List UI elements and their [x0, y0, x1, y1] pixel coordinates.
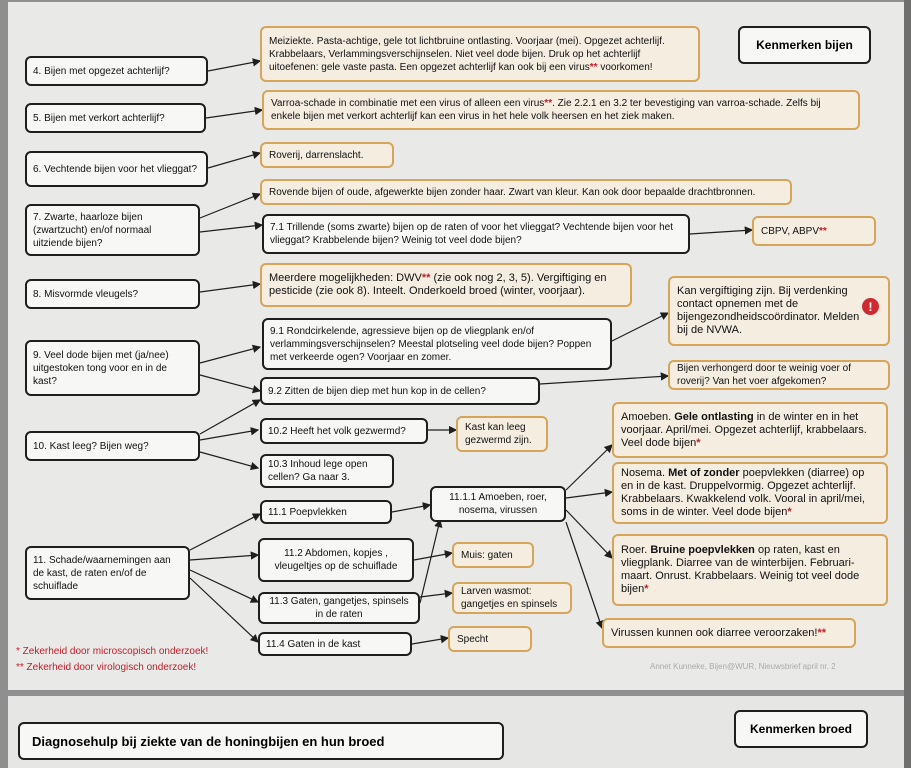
- answer-virus: Virussen kunnen ook diarree veroorzaken!**: [602, 618, 856, 648]
- question-9-1: 9.1 Rondcirkelende, agressieve bijen op de vliegplank en/of verlammingsverschijnselen? Meestal plotseling veel dode bijen? Poppen met verkeerde ogen? Voorjaar en zomer.: [262, 318, 612, 370]
- question-5: 5. Bijen met verkort achterlijf?: [25, 103, 206, 133]
- answer-9-2: Bijen verhongerd door te weinig voer of roverij? Van het voer afgekomen?: [668, 360, 890, 390]
- answer-5: Varroa-schade in combinatie met een virus of alleen een virus**. Zie 2.2.1 en 3.2 ter bevestiging van varroa-schade. Zelfs bij enkele bijen met verkort achterlijf kan een virus in het hele volk heersen en het ziek maken.: [262, 90, 860, 130]
- note-microscopic: * Zekerheid door microscopisch onderzoek!: [16, 646, 209, 657]
- answer-roer: Roer. Bruine poepvlekken op raten, kast en vliegplank. Diarree van de winterbijen. Februari-maart. Onrust. Krabbelaars. Weinig tot veel dode bijen*: [612, 534, 888, 606]
- question-7-1: 7.1 Trillende (soms zwarte) bijen op de raten of voor het vlieggat? Vechtende bijen voor het vlieggat? Krabbelende bijen? Weinig tot veel dode bijen?: [262, 214, 690, 254]
- question-9-2: 9.2 Zitten de bijen diep met hun kop in de cellen?: [260, 377, 540, 405]
- question-8: 8. Misvormde vleugels?: [25, 279, 200, 309]
- answer-nosema: Nosema. Met of zonder poepvlekken (diarree) op en in de kast. Druppelvormig. Opgezet achterlijf. Krabbelaars. Kwakkelend volk. Vooral in april/mei, soms in de winter. Veel dode bijen*: [612, 462, 888, 524]
- next-section-button[interactable]: Kenmerken broed: [734, 710, 868, 748]
- answer-8: Meerdere mogelijkheden: DWV** (zie ook nog 2, 3, 5). Vergiftiging en pesticide (zie ook 8). Inteelt. Onderkoeld broed (winter, voorjaar).: [260, 263, 632, 307]
- question-11-1: 11.1 Poepvlekken: [260, 500, 392, 524]
- answer-7: Rovende bijen of oude, afgewerkte bijen zonder haar. Zwart van kleur. Kan ook door bepaalde drachtbronnen.: [260, 179, 792, 205]
- footer-title: Diagnosehulp bij ziekte van de honingbijen en hun broed: [18, 722, 504, 760]
- answer-6: Roverij, darrenslacht.: [260, 142, 394, 168]
- answer-7-1: CBPV, ABPV**: [752, 216, 876, 246]
- header-title: Kenmerken bijen: [738, 26, 871, 64]
- question-10: 10. Kast leeg? Bijen weg?: [25, 431, 200, 461]
- question-4: 4. Bijen met opgezet achterlijf?: [25, 56, 208, 86]
- note-virologic: ** Zekerheid door virologisch onderzoek!: [16, 662, 197, 673]
- question-11-2: 11.2 Abdomen, kopjes , vleugeltjes op de schuiflade: [258, 538, 414, 582]
- question-11-1-1: 11.1.1 Amoeben, roer, nosema, virussen: [430, 486, 566, 522]
- question-6: 6. Vechtende bijen voor het vlieggat?: [25, 151, 208, 187]
- question-11: 11. Schade/waarnemingen aan de kast, de raten en/of de schuiflade: [25, 546, 190, 600]
- answer-4: Meiziekte. Pasta-achtige, gele tot lichtbruine ontlasting. Voorjaar (mei). Opgezet achterlijf. Krabbelaars, Verlammingsverschijnselen. Niet veel dode bijen. Druk op het achterlijf uitoefenen: gele vaste pasta. Een opgezet achterlijf kan ook bij een virus** voorkomen!: [260, 26, 700, 82]
- question-9: 9. Veel dode bijen met (ja/nee) uitgestoken tong voor en in de kast?: [25, 340, 200, 396]
- answer-larven: Larven wasmot: gangetjes en spinsels: [452, 582, 572, 614]
- answer-specht: Specht: [448, 626, 532, 652]
- question-11-4: 11.4 Gaten in de kast: [258, 632, 412, 656]
- question-10-3: 10.3 Inhoud lege open cellen? Ga naar 3.: [260, 454, 394, 488]
- exclamation-icon: !: [862, 298, 879, 315]
- answer-10-2: Kast kan leeg gezwermd zijn.: [456, 416, 548, 452]
- answer-amoeben: Amoeben. Gele ontlasting in de winter en in het voorjaar. April/mei. Opgezet achterlijf, krabbelaars. Veel dode bijen*: [612, 402, 888, 458]
- answer-muis: Muis: gaten: [452, 542, 534, 568]
- answer-9-1: Kan vergiftiging zijn. Bij verdenking contact opnemen met de bijengezondheidscoördinator. Melden bij de NVWA.: [668, 276, 890, 346]
- credit-line: Annet Kunneke, Bijen@WUR, Nieuwsbrief april nr. 2: [650, 662, 836, 671]
- question-10-2: 10.2 Heeft het volk gezwermd?: [260, 418, 428, 444]
- question-7: 7. Zwarte, haarloze bijen (zwartzucht) en/of normaal uitziende bijen?: [25, 204, 200, 256]
- question-11-3: 11.3 Gaten, gangetjes, spinsels in de raten: [258, 592, 420, 624]
